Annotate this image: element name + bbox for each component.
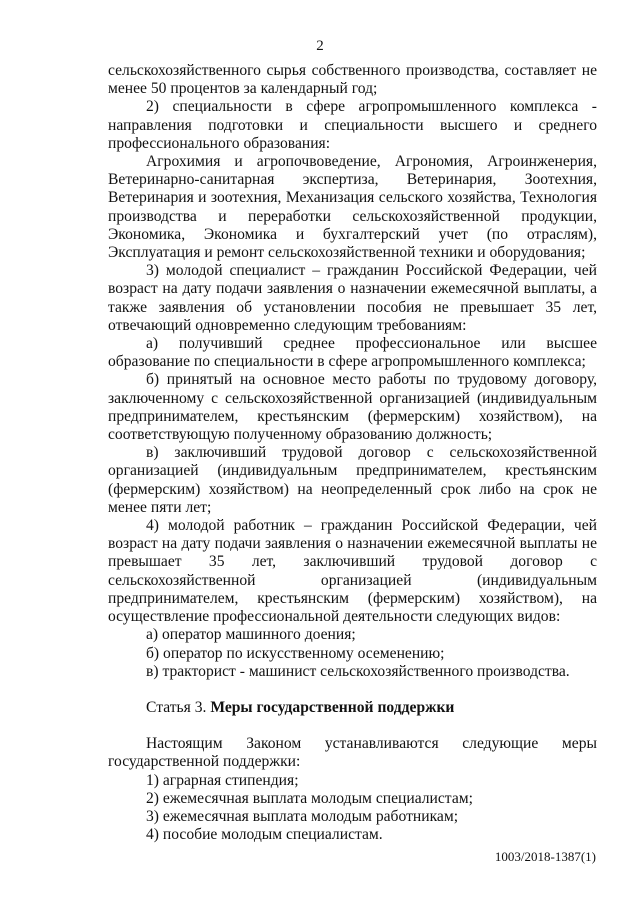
measure-item: 2) ежемесячная выплата молодым специалистам;	[146, 789, 473, 807]
paragraph: а) получивший среднее профессиональное или высшее образование по специальности в сфере агропромышленного комплекса;	[108, 335, 597, 371]
article-heading	[108, 699, 597, 717]
paragraph: 3) молодой специалист – гражданин Российской Федерации, чей возраст на дату подачи заявления о назначении ежемесячной выплаты, а также заявления об установлении пособия не превышает 35 лет, отвечающий одновременно следующим требованиям:	[108, 262, 597, 334]
measure-item: 3) ежемесячная выплата молодым работникам;	[146, 807, 459, 825]
paragraph: Агрохимия и агропочвоведение, Агрономия, Агроинженерия, Ветеринарно-санитарная экспертиза, Ветеринария, Зоотехния, Ветеринария и зоотехния, Механизация сельского хозяйства, Технология производства и переработки сельскохозяйственной продукции, Экономика, Экономика и бухгалтерский учет (по отраслям), Эксплуатация и ремонт сельскохозяйственной техники и оборудования;	[108, 153, 597, 262]
paragraph: б) оператор по искусственному осеменению;	[146, 644, 445, 662]
article-prefix: Статья 3.	[146, 698, 211, 716]
document-code: 1003/2018-1387(1)	[494, 849, 596, 864]
document-body	[108, 62, 597, 844]
measure-item: 1) аграрная стипендия;	[146, 771, 299, 789]
paragraph: б) принятый на основное место работы по трудовому договору, заключенному с сельскохозяйственной организацией (индивидуальным предпринимателем, крестьянским (фермерским) хозяйством), на соответствующую полученному образованию должность;	[108, 371, 597, 444]
paragraph: 4) молодой работник – гражданин Российской Федерации, чей возраст на дату подачи заявления о назначении ежемесячной выплаты не превышает 35 лет, заключивший трудовой договор с сельскохозяйственной организацией (индивидуальным предпринимателем, крестьянским (фермерским) хозяйством), на осуществление профессиональной деятельности следующих видов:	[108, 517, 597, 626]
paragraph: 2) специальности в сфере агропромышленного комплекса - направления подготовки и специальности высшего и среднего профессионального образования:	[108, 98, 597, 152]
paragraph: а) оператор машинного доения;	[146, 626, 356, 644]
article-intro: Настоящим Законом устанавливаются следующие меры государственной поддержки:	[108, 735, 597, 771]
paragraph: в) заключивший трудовой договор с сельскохозяйственной организацией (индивидуальным предпринимателем, крестьянским (фермерским) хозяйством) на неопределенный срок либо на срок не менее пяти лет;	[108, 444, 597, 516]
page-number: 2	[316, 38, 324, 54]
article-title: Меры государственной поддержки	[210, 698, 455, 716]
paragraph: в) тракторист - машинист сельскохозяйственного производства.	[146, 662, 570, 680]
paragraph: сельскохозяйственного сырья собственного производства, составляет не менее 50 процентов за календарный год;	[108, 62, 597, 98]
measure-item: 4) пособие молодым специалистам.	[146, 826, 383, 844]
